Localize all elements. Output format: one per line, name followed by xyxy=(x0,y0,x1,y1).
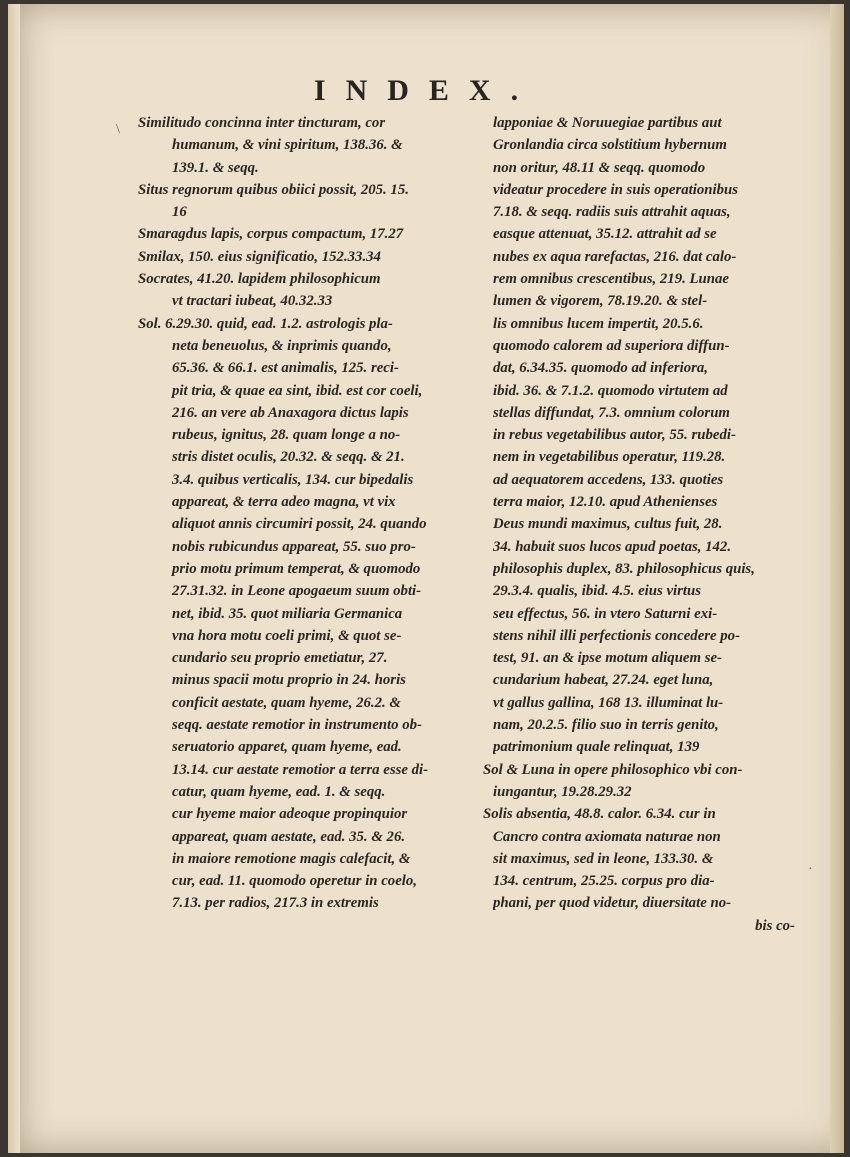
index-entry-line: stris distet oculis, 20.32. & seqq. & 21. xyxy=(172,449,405,466)
index-entry-line: pit tria, & quae ea sint, ibid. est cor coeli, xyxy=(172,382,423,399)
index-entry-line: appareat, & terra adeo magna, vt vix xyxy=(172,494,396,511)
index-entry-line: 216. an vere ab Anaxagora dictus lapis xyxy=(172,404,409,421)
index-entry-line: vt tractari iubeat, 40.32.33 xyxy=(172,293,333,310)
index-entry-line: cur hyeme maior adeoque propinquior xyxy=(172,806,408,823)
index-entry-line: philosophis duplex, 83. philosophicus quis, xyxy=(493,560,755,577)
index-entry-line: humanum, & vini spiritum, 138.36. & xyxy=(172,137,403,154)
index-entry-line: in rebus vegetabilibus autor, 55. rubedi- xyxy=(493,427,736,444)
index-entry-line: Sol. 6.29.30. quid, ead. 1.2. astrologis pla- xyxy=(138,315,393,332)
index-entry-line: stens nihil illi perfectionis concedere po- xyxy=(493,627,741,644)
index-entry-line: 29.3.4. qualis, ibid. 4.5. eius virtus xyxy=(493,583,702,600)
index-entry-line: Similitudo concinna inter tincturam, cor xyxy=(138,115,386,131)
index-entry-line: appareat, quam aestate, ead. 35. & 26. xyxy=(172,828,406,845)
margin-mark: \ xyxy=(116,122,120,137)
index-entry-line: dat, 6.34.35. quomodo ad inferiora, xyxy=(493,360,708,377)
index-entry-line: ad aequatorem accedens, 133. quoties xyxy=(493,471,724,488)
index-entry-line: 139.1. & seqq. xyxy=(172,159,259,176)
index-entry-line: seu effectus, 56. in vtero Saturni exi- xyxy=(493,605,718,622)
index-entry-line: vt gallus gallina, 168 13. illuminat lu- xyxy=(493,694,724,711)
index-entry-line: lapponiae & Noruuegiae partibus aut xyxy=(493,115,722,131)
index-entry-line: vna hora motu coeli primi, & quot se- xyxy=(172,627,402,644)
index-entry-line: net, ibid. 35. quot miliaria Germanica xyxy=(172,605,403,622)
index-entry-line: 134. centrum, 25.25. corpus pro dia- xyxy=(493,873,715,890)
index-entry-line: 65.36. & 66.1. est animalis, 125. reci- xyxy=(172,360,399,377)
index-entry-line: 27.31.32. in Leone apogaeum suum obti- xyxy=(172,583,422,600)
index-entry-line: Smilax, 150. eius significatio, 152.33.34 xyxy=(138,248,381,265)
index-entry-line: Socrates, 41.20. lapidem philosophicum xyxy=(138,271,381,288)
index-entry-line: conficit aestate, quam hyeme, 26.2. & xyxy=(172,694,401,711)
index-entry-line: sit maximus, sed in leone, 133.30. & xyxy=(493,850,714,867)
index-entry-line: Solis absentia, 48.8. calor. 6.34. cur in xyxy=(483,806,716,823)
page-header: INDEX. xyxy=(313,74,539,107)
margin-dot: · xyxy=(808,862,813,877)
right-column xyxy=(483,112,803,937)
index-entry-line: prio motu primum temperat, & quomodo xyxy=(172,560,421,577)
index-entry-line: neta beneuolus, & inprimis quando, xyxy=(172,337,392,354)
index-entry-line: cundarium habeat, 27.24. eget luna, xyxy=(493,672,714,689)
index-entry-line: quomodo calorem ad superiora diffun- xyxy=(493,337,730,354)
index-entry-line: in maiore remotione magis calefacit, & xyxy=(172,850,411,867)
index-entry-line: ibid. 36. & 7.1.2. quomodo virtutem ad xyxy=(493,382,728,399)
index-entry-line: bis co- xyxy=(755,917,795,934)
index-entry-line: 7.13. per radios, 217.3 in extremis xyxy=(172,895,379,912)
index-entry-line: terra maior, 12.10. apud Athenienses xyxy=(493,494,718,511)
index-entry-line: cur, ead. 11. quomodo operetur in coelo, xyxy=(172,873,417,890)
index-entry-line: aliquot annis circumiri possit, 24. quando xyxy=(172,516,427,533)
index-entry-line: 16 xyxy=(172,204,187,221)
index-entry-line: minus spacii motu proprio in 24. horis xyxy=(172,672,406,689)
index-entry-line: non oritur, 48.11 & seqq. quomodo xyxy=(493,159,706,176)
index-entry-line: lumen & vigorem, 78.19.20. & stel- xyxy=(493,293,708,310)
index-entry-line: cundario seu proprio emetiatur, 27. xyxy=(172,650,388,667)
index-entry-line: seruatorio apparet, quam hyeme, ead. xyxy=(172,739,402,756)
left-column xyxy=(138,112,473,915)
index-entry-line: seqq. aestate remotior in instrumento ob- xyxy=(172,717,422,734)
index-entry-line: Deus mundi maximus, cultus fuit, 28. xyxy=(493,516,723,533)
index-entry-line: catur, quam hyeme, ead. 1. & seqq. xyxy=(172,783,386,800)
index-entry-line: lis omnibus lucem impertit, 20.5.6. xyxy=(493,315,704,332)
index-entry-line: easque attenuat, 35.12. attrahit ad se xyxy=(493,226,717,243)
index-entry-line: 34. habuit suos lucos apud poetas, 142. xyxy=(493,538,732,555)
page-gutter xyxy=(8,4,20,1153)
index-entry-line: rem omnibus crescentibus, 219. Lunae xyxy=(493,271,729,288)
index-entry-line: Smaragdus lapis, corpus compactum, 17.27 xyxy=(138,226,404,243)
index-entry-line: nam, 20.2.5. filio suo in terris genito, xyxy=(493,717,719,734)
index-entry-line: nubes ex aqua rarefactas, 216. dat calo- xyxy=(493,248,737,265)
index-entry-line: test, 91. an & ipse motum aliquem se- xyxy=(493,650,722,667)
index-entry-line: patrimonium quale relinquat, 139 xyxy=(493,739,700,756)
index-entry-line: stellas diffundat, 7.3. omnium colorum xyxy=(493,404,730,421)
index-entry-line: Sol & Luna in opere philosophico vbi con- xyxy=(483,761,743,778)
index-entry-line: Cancro contra axiomata naturae non xyxy=(493,828,721,845)
index-entry-line: 7.18. & seqq. radiis suis attrahit aquas, xyxy=(493,204,731,221)
index-entry-line: 13.14. cur aestate remotior a terra esse di- xyxy=(172,761,429,778)
index-entry-line: phani, per quod videtur, diuersitate no- xyxy=(493,895,732,912)
book-page xyxy=(8,4,844,1153)
index-entry-line: Situs regnorum quibus obiici possit, 205. 15. xyxy=(138,181,409,198)
index-entry-line: rubeus, ignitus, 28. quam longe a no- xyxy=(172,427,401,444)
index-entry-line: Gronlandia circa solstitium hybernum xyxy=(493,137,727,154)
index-entry-line: nem in vegetabilibus operatur, 119.28. xyxy=(493,449,726,466)
index-entry-line: 3.4. quibus verticalis, 134. cur bipedalis xyxy=(172,471,414,488)
index-entry-line: iungantur, 19.28.29.32 xyxy=(493,783,632,800)
index-entry-line: nobis rubicundus appareat, 55. suo pro- xyxy=(172,538,416,555)
index-entry-line: videatur procedere in suis operationibus xyxy=(493,181,738,198)
